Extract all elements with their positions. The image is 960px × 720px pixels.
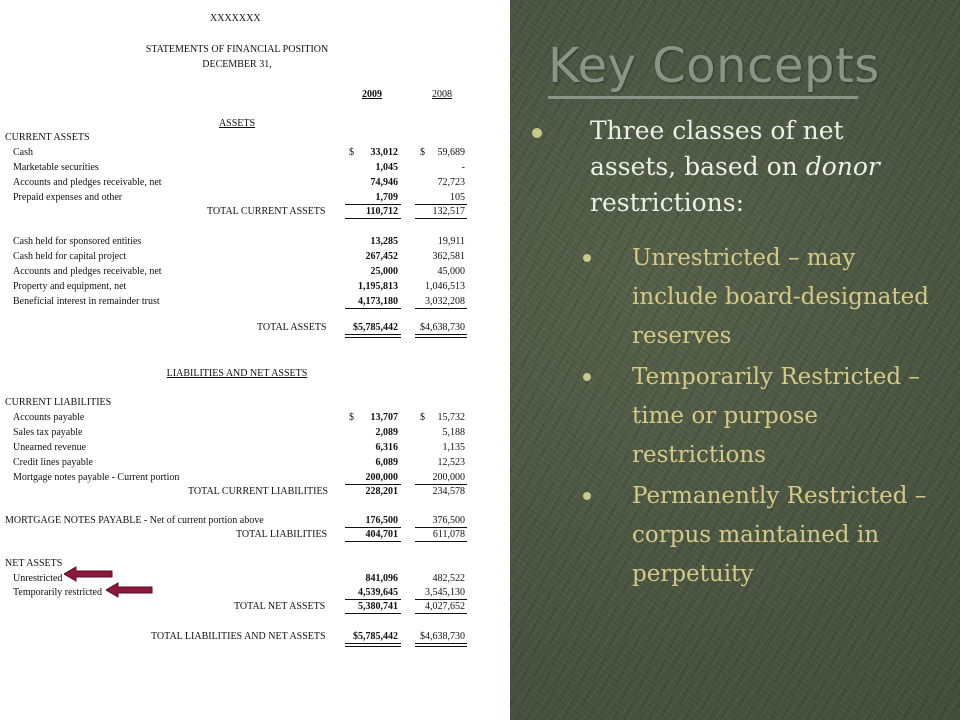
value-2009: 33,012 xyxy=(370,147,398,158)
main-bullet-text-end: restrictions: xyxy=(590,188,745,217)
row-label: Accounts payable xyxy=(13,412,85,423)
total-label: TOTAL CURRENT LIABILITIES xyxy=(188,486,329,497)
rule xyxy=(415,484,467,485)
value-2009: 1,045 xyxy=(375,162,398,173)
value-2008: $4,638,730 xyxy=(420,631,465,642)
row-label: Temporarily restricted xyxy=(13,587,102,598)
value-2009: 841,096 xyxy=(365,573,398,584)
rule xyxy=(415,308,467,309)
value-2008: 12,523 xyxy=(437,457,465,468)
rule xyxy=(415,599,467,600)
row-label: Credit lines payable xyxy=(13,457,93,468)
total-label: TOTAL CURRENT ASSETS xyxy=(207,206,326,217)
value-2008: 3,032,208 xyxy=(425,296,465,307)
value-2008: 105 xyxy=(450,192,465,203)
current-assets-heading: CURRENT ASSETS xyxy=(5,132,90,143)
statement-title: STATEMENTS OF FINANCIAL POSITION xyxy=(145,44,329,55)
value-2009: 267,452 xyxy=(365,251,398,262)
company-name: XXXXXXX xyxy=(210,13,261,24)
value-2008: 4,027,652 xyxy=(425,601,465,612)
currency-symbol: $ xyxy=(349,412,354,423)
total-label: TOTAL NET ASSETS xyxy=(234,601,326,612)
rule xyxy=(415,527,467,528)
value-2008: - xyxy=(461,162,465,173)
value-2008: 482,522 xyxy=(432,573,465,584)
value-2008: 72,723 xyxy=(437,177,465,188)
value-2009: 1,195,813 xyxy=(358,281,398,292)
value-2009: 176,500 xyxy=(365,515,398,526)
value-2009: 6,316 xyxy=(375,442,398,453)
value-2008: 1,135 xyxy=(442,442,465,453)
value-2009: 200,000 xyxy=(365,472,398,483)
row-label: Sales tax payable xyxy=(13,427,83,438)
net-assets-heading: NET ASSETS xyxy=(5,558,63,569)
rule xyxy=(345,308,401,309)
value-2008: 132,517 xyxy=(432,206,465,217)
value-2009: $5,785,442 xyxy=(353,322,398,333)
row-label: Property and equipment, net xyxy=(13,281,127,292)
value-2009: 74,946 xyxy=(370,177,398,188)
value-2009: 228,201 xyxy=(365,486,398,497)
double-rule xyxy=(345,334,401,338)
rule xyxy=(345,484,401,485)
value-2008: 200,000 xyxy=(432,472,465,483)
double-rule xyxy=(415,643,467,647)
row-label: Unearned revenue xyxy=(13,442,87,453)
value-2009: $5,785,442 xyxy=(353,631,398,642)
rule xyxy=(415,204,467,205)
rule xyxy=(345,613,401,614)
rule xyxy=(345,204,401,205)
row-label: Accounts and pledges receivable, net xyxy=(13,177,162,188)
arrow-left-icon xyxy=(106,582,154,598)
row-label: Marketable securities xyxy=(13,162,99,173)
value-2008: 15,732 xyxy=(437,412,465,423)
value-2008: $4,638,730 xyxy=(420,322,465,333)
rule xyxy=(345,218,401,219)
row-label: Mortgage notes payable - Current portion xyxy=(13,472,180,483)
rule xyxy=(415,541,467,542)
row-label: Prepaid expenses and other xyxy=(13,192,123,203)
main-bullet-text: Three classes of net assets, based on xyxy=(590,116,844,181)
row-label: Beneficial interest in remainder trust xyxy=(13,296,160,307)
rule xyxy=(345,541,401,542)
value-2008: 45,000 xyxy=(437,266,465,277)
liabilities-heading: LIABILITIES AND NET ASSETS xyxy=(166,368,308,379)
value-2008: 234,578 xyxy=(432,486,465,497)
row-label: Cash held for capital project xyxy=(13,251,127,262)
sub-bullet-dot-icon xyxy=(583,492,591,500)
slide-title: Key Concepts xyxy=(548,38,880,94)
value-2008: 1,046,513 xyxy=(425,281,465,292)
value-2008: 5,188 xyxy=(442,427,465,438)
value-2008: 611,078 xyxy=(432,529,465,540)
total-label: TOTAL LIABILITIES AND NET ASSETS xyxy=(151,631,326,642)
value-2009: 6,089 xyxy=(375,457,398,468)
value-2009: 4,539,645 xyxy=(358,587,398,598)
rule xyxy=(345,527,401,528)
year-2008-header: 2008 xyxy=(432,89,452,100)
value-2009: 25,000 xyxy=(370,266,398,277)
double-rule xyxy=(415,334,467,338)
main-bullet xyxy=(590,113,935,221)
year-2009-header: 2009 xyxy=(362,89,382,100)
bullet-dot-icon xyxy=(532,128,542,138)
value-2009: 2,089 xyxy=(375,427,398,438)
currency-symbol: $ xyxy=(420,147,425,158)
sub-bullet-permanently-restricted: Permanently Restricted – corpus maintained in perpetuity xyxy=(632,483,927,587)
value-2008: 362,581 xyxy=(432,251,465,262)
double-rule xyxy=(345,643,401,647)
value-2008: 19,911 xyxy=(437,236,465,247)
main-bullet-emphasis: donor xyxy=(805,152,880,181)
arrow-left-icon xyxy=(64,566,114,582)
value-2009: 1,709 xyxy=(375,192,398,203)
value-2009: 5,380,741 xyxy=(358,601,398,612)
value-2008: 59,689 xyxy=(437,147,465,158)
currency-symbol: $ xyxy=(349,147,354,158)
row-label: Accounts and pledges receivable, net xyxy=(13,266,162,277)
assets-heading: ASSETS xyxy=(218,118,256,129)
current-liabilities-heading: CURRENT LIABILITIES xyxy=(5,397,112,408)
row-label: Cash held for sponsored entities xyxy=(13,236,142,247)
statement-date: DECEMBER 31, xyxy=(202,59,272,70)
row-label: Unrestricted xyxy=(13,573,63,584)
sub-bullet-unrestricted: Unrestricted – may include board-designated reserves xyxy=(632,245,929,349)
title-underline xyxy=(548,96,858,99)
value-2009: 13,707 xyxy=(370,412,398,423)
mortgage-label: MORTGAGE NOTES PAYABLE - Net of current portion above xyxy=(5,515,264,526)
sub-bullet-temporarily-restricted: Temporarily Restricted – time or purpose restrictions xyxy=(632,364,920,468)
value-2008: 3,545,130 xyxy=(425,587,465,598)
rule xyxy=(415,218,467,219)
value-2009: 4,173,180 xyxy=(358,296,398,307)
value-2009: 13,285 xyxy=(370,236,398,247)
row-label: Cash xyxy=(13,147,33,158)
currency-symbol: $ xyxy=(420,412,425,423)
rule xyxy=(345,599,401,600)
value-2008: 376,500 xyxy=(432,515,465,526)
total-label: TOTAL LIABILITIES xyxy=(236,529,328,540)
sub-bullet-dot-icon xyxy=(583,373,591,381)
rule xyxy=(415,613,467,614)
total-label: TOTAL ASSETS xyxy=(257,322,327,333)
sub-bullet-dot-icon xyxy=(583,254,591,262)
value-2009: 404,701 xyxy=(365,529,398,540)
value-2009: 110,712 xyxy=(366,206,398,217)
